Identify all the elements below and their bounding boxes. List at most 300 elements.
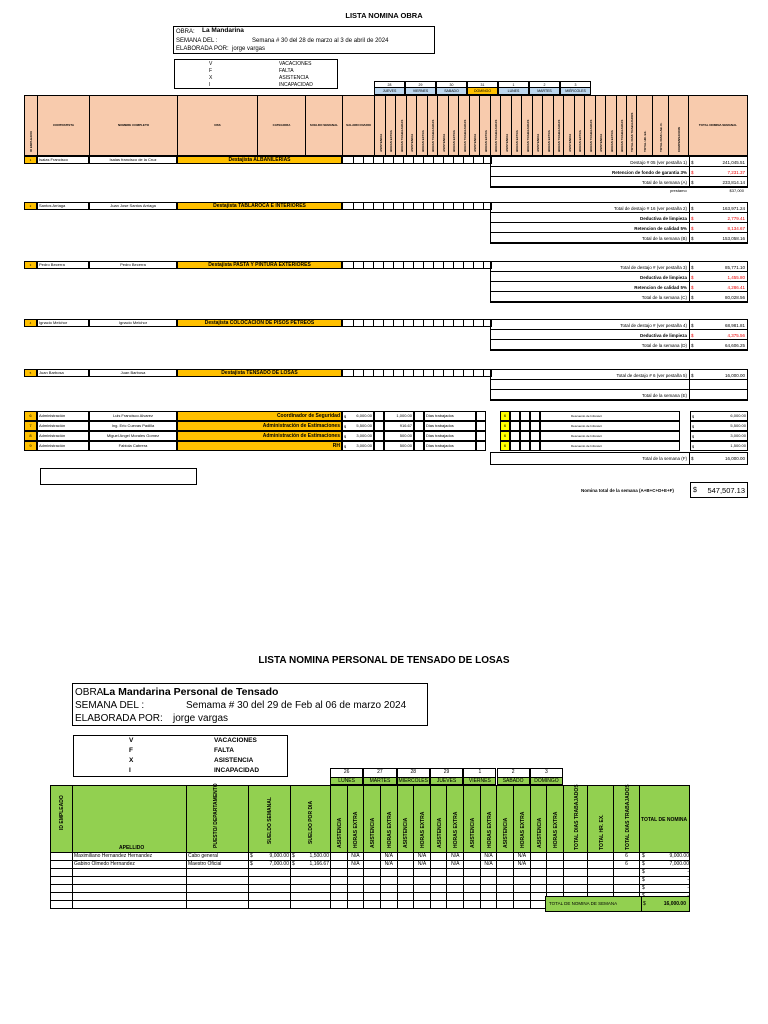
summary-sign: $ xyxy=(691,170,694,175)
weekly-salary: 5,500.00 xyxy=(342,421,374,431)
grid-line xyxy=(413,262,414,268)
day-column xyxy=(529,81,560,95)
grid-line xyxy=(453,157,454,163)
day-sub-column xyxy=(564,96,575,155)
column-header: ASISTENCIA xyxy=(436,817,443,848)
grid-line xyxy=(433,203,434,209)
currency-sign: $ xyxy=(250,861,253,867)
spacer xyxy=(374,431,384,441)
daily-salary: 500.00 xyxy=(384,431,414,441)
attendance-value: N/A xyxy=(481,853,498,860)
cell-id xyxy=(51,861,73,868)
grid-line xyxy=(393,203,394,209)
cell-dias xyxy=(614,877,640,884)
days-label: Dias trabajados xyxy=(424,441,476,451)
cell-sueldo: 9,000.00 xyxy=(249,853,291,860)
section2-total-sign: $ xyxy=(643,901,646,907)
summary-value: 16,000.00 xyxy=(724,373,745,378)
column-header: SALARIO DIARIO xyxy=(346,123,371,127)
spacer xyxy=(374,421,384,431)
summary-row xyxy=(491,292,747,302)
grid-line xyxy=(423,203,424,209)
cell-empty xyxy=(564,877,588,884)
contractor-name: Administración xyxy=(37,421,89,431)
cell-empty xyxy=(564,861,588,868)
cell-total: 7,000.00 xyxy=(669,861,689,867)
attendance-value xyxy=(547,853,564,860)
spacer xyxy=(520,441,530,451)
currency-sign: $ xyxy=(642,877,645,883)
category: Administración de Estimaciones xyxy=(177,431,342,441)
cell-sueldo: 7,000.00 xyxy=(249,861,291,868)
row-number: 9 xyxy=(24,441,37,451)
cell-dia xyxy=(291,885,331,892)
note: Descuento de Infonavit xyxy=(540,411,680,421)
grid-line xyxy=(383,262,384,268)
summary-row xyxy=(491,177,747,187)
grid-line xyxy=(383,157,384,163)
cell-puesto xyxy=(187,893,249,900)
column-header: HORAS EXTRA xyxy=(353,811,360,848)
cell-dias: 6 xyxy=(614,853,640,860)
column-header: COMPENSACION xyxy=(677,127,681,152)
cell-empty xyxy=(364,869,381,876)
column-header: ASISTENCIA xyxy=(504,133,509,152)
summary-row xyxy=(491,223,747,233)
cell-id xyxy=(51,901,73,908)
attendance-value: N/A xyxy=(514,853,531,860)
legend-value: INCAPACIDAD xyxy=(279,82,313,88)
day-sub-column xyxy=(348,786,365,852)
admin-row xyxy=(24,441,748,451)
attendance-value xyxy=(348,869,365,876)
grid-line xyxy=(453,370,454,376)
cell-nombre xyxy=(73,901,187,908)
column-header: NSS xyxy=(214,123,221,127)
contractor-summary xyxy=(490,261,748,303)
legend-value: FALTA xyxy=(279,68,294,74)
column-header: HORAS TRABAJADAS xyxy=(557,119,562,152)
cell-empty xyxy=(564,853,588,860)
cell-empty xyxy=(464,877,481,884)
grid-line xyxy=(463,157,464,163)
table-row xyxy=(50,861,690,869)
separator xyxy=(689,213,690,223)
admin-total-sign: $ xyxy=(691,456,694,461)
day-column xyxy=(498,81,529,95)
day-column xyxy=(436,81,467,95)
contractor-name: Administración xyxy=(37,441,89,451)
day-sub-column xyxy=(547,786,564,852)
grid-line xyxy=(363,157,364,163)
grid-line xyxy=(393,320,394,326)
legend-key: V xyxy=(129,737,134,744)
grid-line xyxy=(403,157,404,163)
column-header: HORAS TRABAJADAS xyxy=(462,119,467,152)
cell-empty xyxy=(431,853,448,860)
cell-total: - xyxy=(687,885,689,891)
attendance-value: N/A xyxy=(514,861,531,868)
grid-line xyxy=(473,203,474,209)
grid-line xyxy=(403,203,404,209)
summary-label: Total de la semana (E) xyxy=(641,393,687,398)
spacer xyxy=(530,411,540,421)
summary-label: Retencion de fondo de garantia 3% xyxy=(611,170,687,175)
column-header: ID EMPLEADO xyxy=(29,131,33,152)
daily-salary: 500.00 xyxy=(384,441,414,451)
column-header: ASISTENCIA xyxy=(599,133,604,152)
attendance-value xyxy=(414,893,431,900)
grid-line xyxy=(453,203,454,209)
cell-empty xyxy=(431,893,448,900)
legend-value: VACACIONES xyxy=(279,61,312,67)
cell-empty xyxy=(331,893,348,900)
days-label: Dias trabajados xyxy=(424,421,476,431)
column-header: HORAS EXTRA xyxy=(420,130,425,152)
summary-row xyxy=(491,330,747,340)
day-name: DOMINGO xyxy=(468,87,497,94)
cell-empty xyxy=(531,853,548,860)
admin-total-label: Total de la semana (F) xyxy=(642,456,687,461)
spacer xyxy=(374,441,384,451)
column-header: TOTAL DIAS LAB. D. xyxy=(659,122,663,152)
spacer xyxy=(510,421,520,431)
cell-empty xyxy=(497,877,514,884)
contractor-summary xyxy=(490,319,748,351)
day-sub-column xyxy=(438,96,449,155)
grid-line xyxy=(393,157,394,163)
attendance-grid xyxy=(342,156,492,164)
grid-line xyxy=(443,157,444,163)
row-number: 1 xyxy=(24,156,37,164)
currency-sign: $ xyxy=(344,444,347,449)
separator xyxy=(689,167,690,177)
column-header: TOTAL DIAS TRABAJADOS xyxy=(574,784,580,850)
section2-legend-box xyxy=(73,735,288,777)
day-sub-column xyxy=(554,96,565,155)
summary-label: Retencion de calidad 5% xyxy=(634,226,687,231)
table-row xyxy=(50,885,690,893)
column-header: ASISTENCIA xyxy=(378,133,383,152)
semana-value: Semama # 30 del 29 de Feb al 06 de marzo 2024 xyxy=(186,700,407,711)
summary-value: 7,231.37 xyxy=(727,170,745,175)
day-sub-column xyxy=(417,96,428,155)
elaborada-value: jorge vargas xyxy=(232,46,266,52)
summary-sign: $ xyxy=(691,180,694,185)
grid-line xyxy=(443,203,444,209)
spacer xyxy=(510,431,520,441)
attendance-value: N/A xyxy=(348,853,365,860)
summary-row xyxy=(491,272,747,282)
grid-line xyxy=(373,370,374,376)
column-header: CATEGORIA xyxy=(272,123,291,127)
column-header: HORAS TRABAJADAS xyxy=(494,119,499,152)
cell-total: - xyxy=(687,877,689,883)
separator xyxy=(689,320,690,330)
day-sub-column xyxy=(331,786,348,852)
day-name: MARTES xyxy=(530,87,559,94)
days-label: Dias trabajados xyxy=(424,411,476,421)
grand-total-value: 547,507.13 xyxy=(707,486,745,495)
column-header: HORAS EXTRA xyxy=(486,811,493,848)
currency-sign: $ xyxy=(344,424,347,429)
cell-empty xyxy=(398,869,415,876)
attendance-value: N/A xyxy=(481,861,498,868)
summary-value: 85,771.10 xyxy=(724,265,745,270)
summary-value: 4,375.56 xyxy=(727,333,745,338)
cell-empty xyxy=(431,869,448,876)
grid-line xyxy=(423,370,424,376)
day-number: 2 xyxy=(543,83,546,87)
day-name: MIÉRCOLES xyxy=(398,778,428,784)
column-header: CONTRATISTA xyxy=(52,123,75,127)
summary-label: Total de la semana (A) xyxy=(641,180,687,185)
semana-label: SEMANA DEL : xyxy=(75,700,145,711)
legend-key: F xyxy=(209,68,213,74)
attendance-value: N/A xyxy=(414,853,431,860)
cell-empty xyxy=(331,885,348,892)
cell-nombre: Maximiliano Hernandez Hernandez xyxy=(73,853,187,860)
section2-total-label: TOTAL DE NOMINA DE SEMANA xyxy=(549,901,618,906)
cell-empty xyxy=(431,885,448,892)
day-column xyxy=(374,81,405,95)
summary-sign: $ xyxy=(691,265,694,270)
cell-empty xyxy=(364,853,381,860)
row-number: 4 xyxy=(24,319,37,327)
attendance-value xyxy=(481,869,498,876)
summary-label: Retencion de calidad 5% xyxy=(634,285,687,290)
cell-empty xyxy=(497,853,514,860)
cell-empty xyxy=(464,893,481,900)
attendance-value xyxy=(348,901,365,908)
separator xyxy=(689,282,690,292)
currency-sign: $ xyxy=(250,853,253,859)
attendance-value xyxy=(481,893,498,900)
cell-empty xyxy=(331,861,348,868)
day-sub-column xyxy=(375,96,386,155)
grid-line xyxy=(433,157,434,163)
attendance-grid xyxy=(342,369,492,377)
contractor-summary xyxy=(490,369,748,401)
days-worked: 6 xyxy=(500,421,510,431)
cell-empty xyxy=(364,861,381,868)
cell-total: 9,000.00 xyxy=(669,853,689,859)
note: Descuento de Infonavit xyxy=(540,421,680,431)
day-sub-column xyxy=(386,96,397,155)
contractor-name: Administración xyxy=(37,411,89,421)
section2-total-box xyxy=(545,896,690,912)
day-number: 28 xyxy=(387,83,392,87)
currency-sign: $ xyxy=(344,434,347,439)
day-sub-column xyxy=(606,96,617,155)
grand-total-label: Nomina total de la semana (A+B+C+D+E+F) xyxy=(581,488,674,493)
column-header: ASISTENCIA xyxy=(370,817,377,848)
cell-empty xyxy=(588,861,614,868)
column-header: HORAS EXTRA xyxy=(519,811,526,848)
column-header: ASISTENCIA xyxy=(503,817,510,848)
cell-dia: 1,166.67 xyxy=(291,861,331,868)
summary-sign: $ xyxy=(691,373,694,378)
cell-empty xyxy=(497,901,514,908)
column-header: HORAS TRABAJADAS xyxy=(399,119,404,152)
grid-line xyxy=(413,320,414,326)
cell-nombre: Gabino Olmedo Hernandez xyxy=(73,861,187,868)
grid-line xyxy=(403,370,404,376)
currency-sign: $ xyxy=(292,853,295,859)
attendance-value xyxy=(448,885,465,892)
obra-value: La Mandarina xyxy=(202,27,244,34)
cell-puesto xyxy=(187,885,249,892)
day-sub-column xyxy=(497,786,514,852)
column-header: NOMBRE COMPLETO xyxy=(117,123,150,127)
summary-value: 2,779.41 xyxy=(727,216,745,221)
summary-sign: $ xyxy=(691,216,694,221)
contractor-name: Administración xyxy=(37,431,89,441)
day-number: 30 xyxy=(449,83,454,87)
column-header: HORAS EXTRA xyxy=(483,130,488,152)
column-header: PUESTO/ DEPARTAMENTO xyxy=(213,783,219,848)
semana-value: Semana # 30 del 28 de marzo al 3 de abril de 2024 xyxy=(252,38,389,44)
admin-row xyxy=(24,411,748,421)
days-worked: 6 xyxy=(500,431,510,441)
attendance-value: N/A xyxy=(448,853,465,860)
cell-empty xyxy=(398,853,415,860)
cell-empty xyxy=(464,853,481,860)
elaborada-label: ELABORADA POR: xyxy=(176,46,229,52)
summary-row xyxy=(491,262,747,272)
summary-value: 4,286.41 xyxy=(727,285,745,290)
row-total: 6,000.00 xyxy=(690,411,748,421)
day-sub-column xyxy=(512,96,523,155)
currency-sign: $ xyxy=(642,861,645,867)
day-number: 1 xyxy=(512,83,515,87)
attendance-value xyxy=(514,877,531,884)
grid-line xyxy=(363,262,364,268)
grid-line xyxy=(373,262,374,268)
spacer xyxy=(414,411,424,421)
summary-sign: $ xyxy=(691,226,694,231)
cell-empty xyxy=(431,901,448,908)
attendance-value xyxy=(547,869,564,876)
spacer xyxy=(520,411,530,421)
obra-label: OBRA: xyxy=(176,29,195,35)
day-sub-column xyxy=(585,96,596,155)
section2-header-box xyxy=(72,683,428,726)
grid-line xyxy=(353,157,354,163)
currency-sign: $ xyxy=(692,414,695,419)
grid-line xyxy=(463,370,464,376)
grid-line xyxy=(353,320,354,326)
day-number: 28 xyxy=(397,768,430,777)
summary-sign: $ xyxy=(691,333,694,338)
column-header: SUELDO SEMANAL xyxy=(309,123,339,127)
category: Destajista TABLAROCA E INTERIORES xyxy=(177,202,342,210)
grid-line xyxy=(383,320,384,326)
grid-line xyxy=(393,262,394,268)
attendance-value xyxy=(547,877,564,884)
full-name: Juan Jose Santos Arriaga xyxy=(89,202,177,210)
attendance-value xyxy=(381,901,398,908)
day-sub-column xyxy=(398,786,415,852)
day-sub-column xyxy=(407,96,418,155)
grid-line xyxy=(413,370,414,376)
spacer xyxy=(414,421,424,431)
cell-empty xyxy=(364,893,381,900)
table-row xyxy=(50,877,690,885)
currency-sign: $ xyxy=(642,853,645,859)
cell-sueldo xyxy=(249,893,291,900)
contractor-name: Santos Arriaga xyxy=(37,202,89,210)
cell-empty xyxy=(364,877,381,884)
legend-key: V xyxy=(209,61,213,67)
cell-dias xyxy=(614,885,640,892)
grid-line xyxy=(473,262,474,268)
category: Destajista COLOCACION DE PISOS PETREOS xyxy=(177,319,342,327)
cell-empty xyxy=(497,893,514,900)
summary-value: 64,606.25 xyxy=(724,343,745,348)
column-header: ASISTENCIA xyxy=(536,133,541,152)
day-sub-column xyxy=(449,96,460,155)
cell-empty xyxy=(398,885,415,892)
day-sub-column xyxy=(617,96,628,155)
spacer xyxy=(510,411,520,421)
full-name: Fabiola Cabrera xyxy=(89,441,177,451)
day-sub-column xyxy=(501,96,512,155)
grid-line xyxy=(433,320,434,326)
legend-key: I xyxy=(129,767,131,774)
attendance-value xyxy=(414,885,431,892)
day-number: 29 xyxy=(430,768,463,777)
day-column xyxy=(560,81,591,95)
grid-line xyxy=(473,157,474,163)
cell-id xyxy=(51,869,73,876)
column-header: TOTAL HR. EX. xyxy=(599,814,605,850)
summary-label: Total de destajo # (ver pestaña 4) xyxy=(620,323,687,328)
cell-empty xyxy=(431,861,448,868)
grand-total-sign: $ xyxy=(693,487,697,494)
cell-empty xyxy=(497,885,514,892)
grid-line xyxy=(383,370,384,376)
cell-empty xyxy=(531,869,548,876)
admin-total-value: 16,000.00 xyxy=(724,456,745,461)
separator xyxy=(689,390,690,400)
cell-empty xyxy=(431,877,448,884)
attendance-value xyxy=(448,869,465,876)
summary-value: 233,814.14 xyxy=(722,180,745,185)
day-sub-column xyxy=(533,96,544,155)
summary-row xyxy=(491,390,747,400)
grid-line xyxy=(353,262,354,268)
attendance-value xyxy=(481,877,498,884)
full-name: Ing. Eric Cuevas Padilla xyxy=(89,421,177,431)
admin-row xyxy=(24,421,748,431)
legend-key: I xyxy=(209,82,211,88)
legend-value: VACACIONES xyxy=(214,737,257,744)
day-sub-column xyxy=(364,786,381,852)
category: Destajista TENSADO DE LOSAS xyxy=(177,369,342,377)
summary-row xyxy=(491,340,747,350)
cell-puesto: Cabo general xyxy=(187,853,249,860)
contractor-name: Pedro Becerra xyxy=(37,261,89,269)
attendance-value xyxy=(381,893,398,900)
cell-empty xyxy=(464,869,481,876)
cell-empty xyxy=(588,877,614,884)
grid-line xyxy=(423,320,424,326)
currency-sign: $ xyxy=(642,885,645,891)
cell-dia xyxy=(291,901,331,908)
daily-salary: 916.67 xyxy=(384,421,414,431)
attendance-value xyxy=(547,885,564,892)
